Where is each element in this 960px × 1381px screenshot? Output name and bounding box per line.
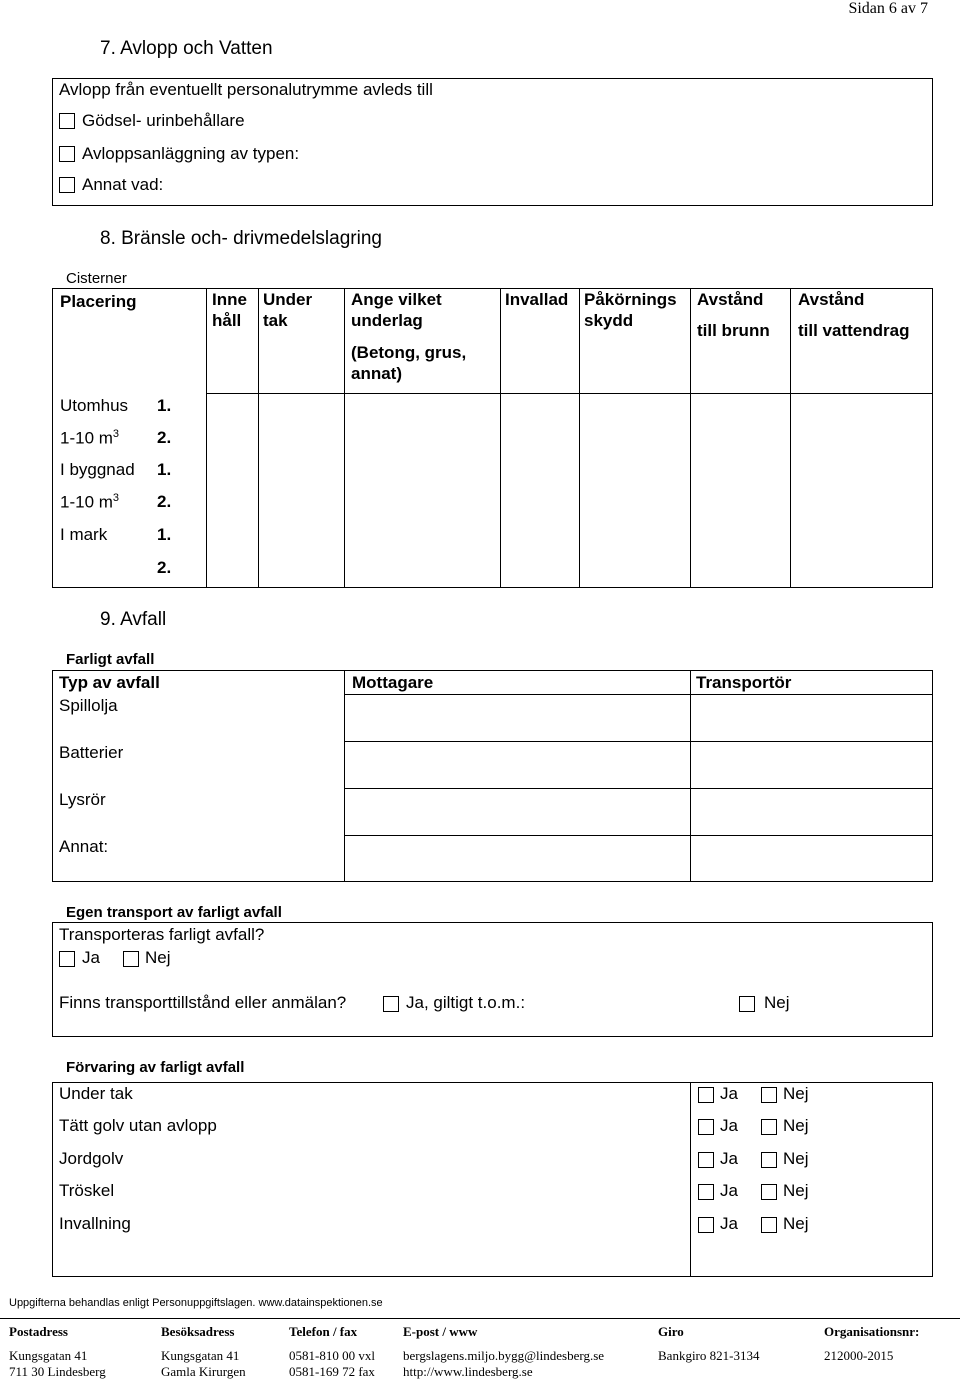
checkbox-avloppsanlaggning[interactable] bbox=[59, 146, 75, 162]
section-9-heading: 9. Avfall bbox=[100, 609, 167, 630]
checkbox-tillstand-nej[interactable] bbox=[739, 996, 755, 1012]
transport-nej-label: Nej bbox=[145, 948, 171, 967]
checkbox-annat[interactable] bbox=[59, 177, 75, 193]
col-innehall-1: Inne bbox=[212, 290, 247, 309]
invallning-ja-label: Ja bbox=[720, 1214, 738, 1233]
footer-header-besoksadress: Besöksadress bbox=[161, 1324, 235, 1339]
option-avloppsanlaggning: Avloppsanläggning av typen: bbox=[82, 144, 300, 163]
question-transporteras: Transporteras farligt avfall? bbox=[59, 925, 265, 944]
jordgolv-ja-label: Ja bbox=[720, 1149, 738, 1168]
under-tak-nej-label: Nej bbox=[783, 1084, 809, 1103]
col-invallad: Invallad bbox=[505, 290, 569, 309]
option-godsel: Gödsel- urinbehållare bbox=[82, 111, 245, 130]
checkbox-invallning-nej[interactable] bbox=[761, 1217, 777, 1233]
col-pakorning-2: skydd bbox=[584, 311, 634, 330]
section-8-heading: 8. Bränsle och- drivmedelslagring bbox=[100, 228, 382, 249]
avfall-type-lysror: Lysrör bbox=[59, 790, 106, 809]
farligt-avfall-title: Farligt avfall bbox=[66, 651, 155, 668]
checkbox-troskel-nej[interactable] bbox=[761, 1184, 777, 1200]
col-underlag-3: (Betong, grus, bbox=[351, 343, 467, 362]
page-number: Sidan 6 av 7 bbox=[848, 0, 928, 17]
col-underlag-4: annat) bbox=[351, 364, 402, 383]
footer-telefon-1: 0581-810 00 vxl bbox=[289, 1348, 375, 1363]
storage-jordgolv: Jordgolv bbox=[59, 1149, 124, 1168]
col-typ-av-avfall: Typ av avfall bbox=[59, 673, 160, 692]
footer-orgnr: 212000-2015 bbox=[824, 1348, 894, 1363]
row-ibyggnad-n1: 1. bbox=[157, 460, 172, 479]
row-utomhus-n2: 2. bbox=[157, 428, 172, 447]
under-tak-ja-label: Ja bbox=[720, 1084, 738, 1103]
checkbox-tatt-golv-nej[interactable] bbox=[761, 1119, 777, 1135]
checkbox-under-tak-ja[interactable] bbox=[698, 1087, 714, 1103]
row-ibyggnad-label: I byggnad bbox=[60, 460, 135, 479]
section-7-intro: Avlopp från eventuellt personalutrymme avleds till bbox=[59, 80, 433, 99]
col-transportor: Transportör bbox=[696, 673, 792, 692]
footer-besoksadress-2: Gamla Kirurgen bbox=[161, 1364, 246, 1379]
storage-under-tak: Under tak bbox=[59, 1084, 133, 1103]
transport-ja-label: Ja bbox=[82, 948, 100, 967]
footer-postadress-2: 711 30 Lindesberg bbox=[9, 1364, 106, 1379]
tatt-golv-nej-label: Nej bbox=[783, 1116, 809, 1135]
col-brunn-2: till brunn bbox=[697, 321, 770, 340]
checkbox-godsel[interactable] bbox=[59, 113, 75, 129]
footer-telefon-2: 0581-169 72 fax bbox=[289, 1364, 375, 1379]
col-undertak-2: tak bbox=[263, 311, 288, 330]
privacy-notice: Uppgifterna behandlas enligt Personuppgiftslagen. www.datainspektionen.se bbox=[9, 1297, 383, 1309]
row-imark-n1: 1. bbox=[157, 525, 172, 544]
col-placering: Placering bbox=[60, 292, 137, 311]
question-tillstand: Finns transporttillstånd eller anmälan? bbox=[59, 993, 347, 1012]
footer-header-postadress: Postadress bbox=[9, 1324, 68, 1339]
row-ibyggnad-sublabel: 1-10 $m^3$ bbox=[60, 492, 120, 512]
forvaring-table bbox=[52, 1082, 933, 1277]
egen-transport-title: Egen transport av farligt avfall bbox=[66, 904, 282, 921]
option-annat: Annat vad: bbox=[82, 175, 164, 194]
storage-tatt-golv: Tätt golv utan avlopp bbox=[59, 1116, 217, 1135]
avfall-type-batterier: Batterier bbox=[59, 743, 124, 762]
row-utomhus-n1: 1. bbox=[157, 396, 172, 415]
tillstand-ja-label: Ja, giltigt t.o.m.: bbox=[406, 993, 526, 1012]
checkbox-troskel-ja[interactable] bbox=[698, 1184, 714, 1200]
troskel-ja-label: Ja bbox=[720, 1181, 738, 1200]
footer-email[interactable]: bergslagens.miljo.bygg@lindesberg.se bbox=[403, 1348, 605, 1363]
invallning-nej-label: Nej bbox=[783, 1214, 809, 1233]
avfall-type-annat: Annat: bbox=[59, 837, 109, 856]
col-innehall-2: håll bbox=[212, 311, 242, 330]
farligt-avfall-table bbox=[52, 670, 933, 882]
troskel-nej-label: Nej bbox=[783, 1181, 809, 1200]
storage-troskel: Tröskel bbox=[59, 1181, 115, 1200]
row-ibyggnad-n2: 2. bbox=[157, 492, 172, 511]
row-imark-label: I mark bbox=[60, 525, 108, 544]
col-vatten-2: till vattendrag bbox=[798, 321, 910, 340]
storage-invallning: Invallning bbox=[59, 1214, 131, 1233]
footer-header-orgnr: Organisationsnr: bbox=[824, 1324, 920, 1339]
col-underlag-2: underlag bbox=[351, 311, 423, 330]
cisterner-label: Cisterner bbox=[66, 270, 127, 287]
checkbox-transport-nej[interactable] bbox=[123, 951, 139, 967]
col-mottagare: Mottagare bbox=[352, 673, 434, 692]
footer-header-epost: E-post / www bbox=[403, 1324, 478, 1339]
col-undertak-1: Under bbox=[263, 290, 313, 309]
checkbox-jordgolv-ja[interactable] bbox=[698, 1152, 714, 1168]
section-7-heading: 7. Avlopp och Vatten bbox=[100, 38, 273, 59]
col-brunn-1: Avstånd bbox=[697, 290, 764, 309]
col-vatten-1: Avstånd bbox=[798, 290, 865, 309]
tillstand-nej-label: Nej bbox=[764, 993, 790, 1012]
footer-header-telefon: Telefon / fax bbox=[289, 1324, 358, 1339]
footer-besoksadress-1: Kungsgatan 41 bbox=[161, 1348, 240, 1363]
checkbox-jordgolv-nej[interactable] bbox=[761, 1152, 777, 1168]
footer-divider bbox=[0, 1318, 960, 1319]
checkbox-tillstand-ja[interactable] bbox=[383, 996, 399, 1012]
checkbox-transport-ja[interactable] bbox=[59, 951, 75, 967]
footer-website[interactable]: http://www.lindesberg.se bbox=[403, 1364, 533, 1379]
row-utomhus-sublabel: 1-10 $m^3$ bbox=[60, 428, 120, 448]
footer-header-giro: Giro bbox=[658, 1324, 684, 1339]
checkbox-under-tak-nej[interactable] bbox=[761, 1087, 777, 1103]
row-imark-n2: 2. bbox=[157, 558, 172, 577]
col-pakorning-1: Påkörnings bbox=[584, 290, 677, 309]
forvaring-title: Förvaring av farligt avfall bbox=[66, 1059, 245, 1076]
tatt-golv-ja-label: Ja bbox=[720, 1116, 738, 1135]
footer-bankgiro: Bankgiro 821-3134 bbox=[658, 1348, 760, 1363]
jordgolv-nej-label: Nej bbox=[783, 1149, 809, 1168]
checkbox-tatt-golv-ja[interactable] bbox=[698, 1119, 714, 1135]
footer-postadress-1: Kungsgatan 41 bbox=[9, 1348, 88, 1363]
col-underlag-1: Ange vilket bbox=[351, 290, 442, 309]
checkbox-invallning-ja[interactable] bbox=[698, 1217, 714, 1233]
avfall-type-spillolja: Spillolja bbox=[59, 696, 118, 715]
row-utomhus-label: Utomhus bbox=[60, 396, 129, 415]
